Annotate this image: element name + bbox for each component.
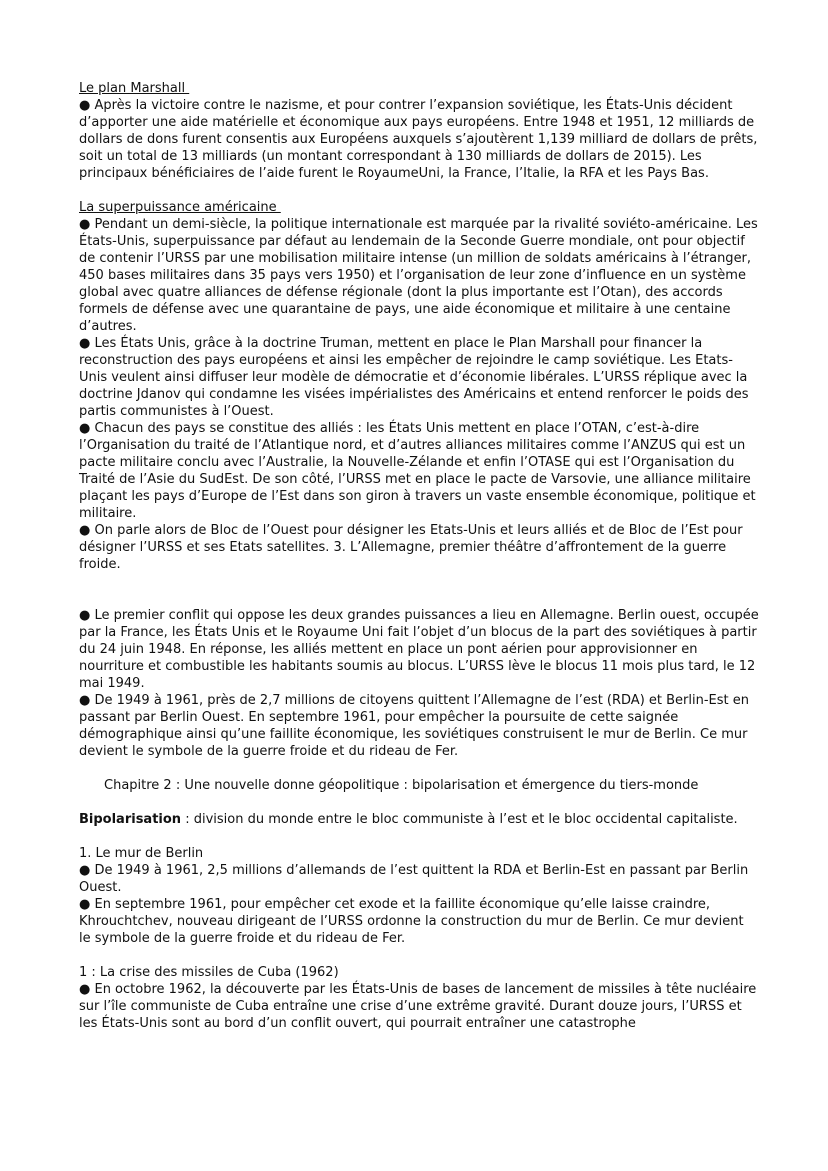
spacer xyxy=(79,947,759,964)
paragraph-cuba-1: ● En octobre 1962, la découverte par les États-Unis de bases de lancement de missiles à tête nucléaire sur l’île communiste de Cuba entraîne une crise d’une extrême gravité. Durant douze jours, l’URSS et les États-Unis sont au bord d’un conflit ouvert, qui pourrait entraîner une catastrophe xyxy=(79,982,757,1031)
spacer xyxy=(79,828,759,845)
spacer xyxy=(79,794,759,811)
paragraph-marshall-1: ● Après la victoire contre le nazisme, et pour contrer l’expansion soviétique, les États-Unis décident d’apporter une aide matérielle et économique aux pays européens. Entre 1948 et 1951, 12 milliards de dollars de dons furent consentis aux Européens auxquels s’ajoutèrent 1,139 milliard de dollars de prêts, soit un total de 13 milliards (un montant correspondant à 130 milliards de dollars de 2015). Les principaux bénéficiaires de l’aide furent le RoyaumeUni, la France, l’Italie, la RFA et les Pays Bas. xyxy=(79,98,758,181)
heading-american-superpower: La superpuissance américaine xyxy=(79,200,281,215)
chapter-title: Chapitre 2 : Une nouvelle donne géopolitique : bipolarisation et émergence du tiers-monde xyxy=(104,778,699,793)
document-page xyxy=(79,80,759,1032)
spacer xyxy=(79,573,759,607)
paragraph-superpower-2: ● Les États Unis, grâce à la doctrine Truman, mettent en place le Plan Marshall pour financer la reconstruction des pays européens et ainsi les empêcher de rejoindre le camp soviétique. Les Etats-Unis veulent ainsi diffuser leur modèle de démocratie et d’économie libérales. L’URSS réplique avec la doctrine Jdanov qui condamne les visées impérialistes des Américains et entend renforcer le poids des partis communistes à l’Ouest. xyxy=(79,336,749,419)
paragraph-germany-2: ● De 1949 à 1961, près de 2,7 millions de citoyens quittent l’Allemagne de l’est (RDA) et Berlin-Est en passant par Berlin Ouest. En septembre 1961, pour empêcher la poursuite de cette saignée démographique ainsi qu’une faillite économique, les soviétiques construisent le mur de Berlin. Ce mur devient le symbole de la guerre froide et du rideau de Fer. xyxy=(79,693,750,759)
heading-berlin-wall: 1. Le mur de Berlin xyxy=(79,846,204,861)
heading-cuba-crisis: 1 : La crise des missiles de Cuba (1962) xyxy=(79,965,339,980)
bipolarisation-definition xyxy=(79,811,759,828)
paragraph-wall-1: ● De 1949 à 1961, 2,5 millions d’allemands de l’est quittent la RDA et Berlin-Est en passant par Berlin Ouest. xyxy=(79,863,749,895)
paragraph-germany-1: ● Le premier conflit qui oppose les deux grandes puissances a lieu en Allemagne. Berlin ouest, occupée par la France, les États Unis et le Royaume Uni fait l’objet d’un blocus de la part des soviétiques à partir du 24 juin 1948. En réponse, les alliés mettent en place un pont aérien pour approvisionner en nourriture et combustible les habitants soumis au blocus. L’URSS lève le blocus 11 mois plus tard, le 12 mai 1949. xyxy=(79,608,759,691)
heading-marshall-plan: Le plan Marshall xyxy=(79,81,190,96)
paragraph-superpower-3: ● Chacun des pays se constitue des alliés : les États Unis mettent en place l’OTAN, c’est-à-dire l’Organisation du traité de l’Atlantique nord, et d’autres alliances militaires comme l’ANZUS qui est un pacte militaire conclu avec l’Australie, la Nouvelle-Zélande et enfin l’OTASE qui est l’Organisation du Traité de l’Asie du SudEst. De son côté, l’URSS met en place le pacte de Varsovie, une alliance militaire plaçant les pays d’Europe de l’Est dans son giron à travers un vaste ensemble économique, politique et militaire. xyxy=(79,421,756,521)
paragraph-superpower-1: ● Pendant un demi-siècle, la politique internationale est marquée par la rivalité soviéto-américaine. Les États-Unis, superpuissance par défaut au lendemain de la Seconde Guerre mondiale, ont pour objectif de contenir l’URSS par une mobilisation militaire intense (un million de soldats américains à l’étranger, 450 bases militaires dans 35 pays vers 1950) et l’organisation de leur zone d’influence en un système global avec quatre alliances de défense régionale (dont la plus importante est l’Otan), des accords formels de défense avec une quarantaine de pays, une aide économique et militaire à une centaine d’autres. xyxy=(79,217,758,334)
bipolarisation-term: Bipolarisation xyxy=(79,812,182,827)
paragraph-superpower-4: ● On parle alors de Bloc de l’Ouest pour désigner les Etats-Unis et leurs alliés et de Bloc de l’Est pour désigner l’URSS et ses Etats satellites. 3. L’Allemagne, premier théâtre d’affrontement de la guerre froide. xyxy=(79,523,743,572)
spacer xyxy=(79,760,759,777)
spacer xyxy=(79,182,759,199)
bipolarisation-text: : division du monde entre le bloc communiste à l’est et le bloc occidental capitaliste. xyxy=(181,812,738,827)
paragraph-wall-2: ● En septembre 1961, pour empêcher cet exode et la faillite économique qu’elle laisse craindre, Khrouchtchev, nouveau dirigeant de l’URSS ordonne la construction du mur de Berlin. Ce mur devient le symbole de la guerre froide et du rideau de Fer. xyxy=(79,897,744,946)
